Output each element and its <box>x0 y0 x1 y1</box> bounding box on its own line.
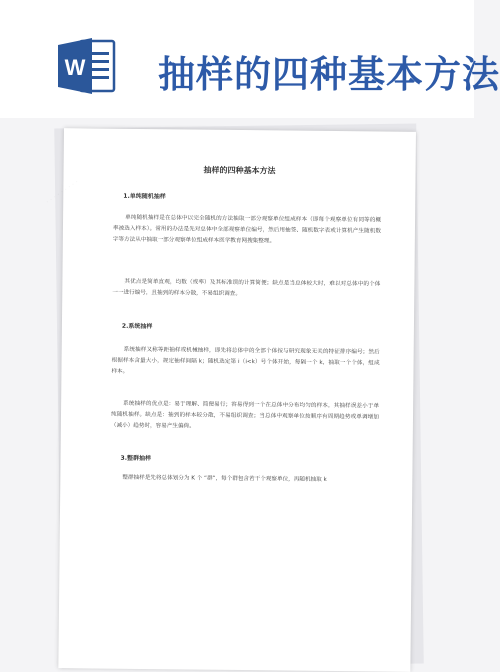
header-banner <box>0 0 500 118</box>
section-heading: 2.系统抽样 <box>121 322 153 331</box>
watermark: · · · · · · <box>44 178 81 207</box>
banner-title: 抽样的四种基本方法 <box>158 52 500 96</box>
section-heading: 3.整群抽样 <box>120 454 152 463</box>
document-title: 抽样的四种基本方法 <box>203 165 276 176</box>
word-logo-letter: W <box>64 55 86 80</box>
document-page <box>44 128 416 672</box>
section-heading: 1.单纯随机抽样 <box>123 192 166 201</box>
paragraph: 其优点是简单直观，均数（或率）及其标准误的计算简便；缺点是当总体较大时，难以对总体中的个体一一进行编号，且抽到的样本分散，不易组织调查。 <box>112 278 381 298</box>
paragraph: 整群抽样是先将总体划分为 K 个 “群”，每个群包含若干个观察单位，再随机抽取 k <box>122 474 327 483</box>
paragraph: 单纯随机抽样是在总体中以完全随机的方法抽取一部分观察单位组成样本（即每个观察单位有同等的概率被选入样本）。常用的办法是先对总体中全部观察单位编号，然后用抽签、随机数字表或计算机产生随机数字等方法从中抽取一部分观察单位组成样本医学教育网搜集整理。 <box>112 214 382 245</box>
paragraph: 系统抽样的优点是：易于理解、简便易行；容易得到一个在总体中分布均匀的样本，其抽样误差小于单纯随机抽样。缺点是：抽到的样本较分散，不易组织调查；当总体中观察单位按顺序有周期趋势或单调增加（减小）趋势时，容易产生偏倚。 <box>110 400 380 430</box>
paragraph: 系统抽样又称等距抽样或机械抽样，即先将总体中的全部个体按与研究现象无关的特征排序编号；然后根据样本含量大小，规定抽样间隔 k；随机选定第 i（i<k）号个体开始，每隔一个 k，抽取一个个体，组成样本。 <box>111 346 380 376</box>
word-document-icon <box>58 35 116 97</box>
